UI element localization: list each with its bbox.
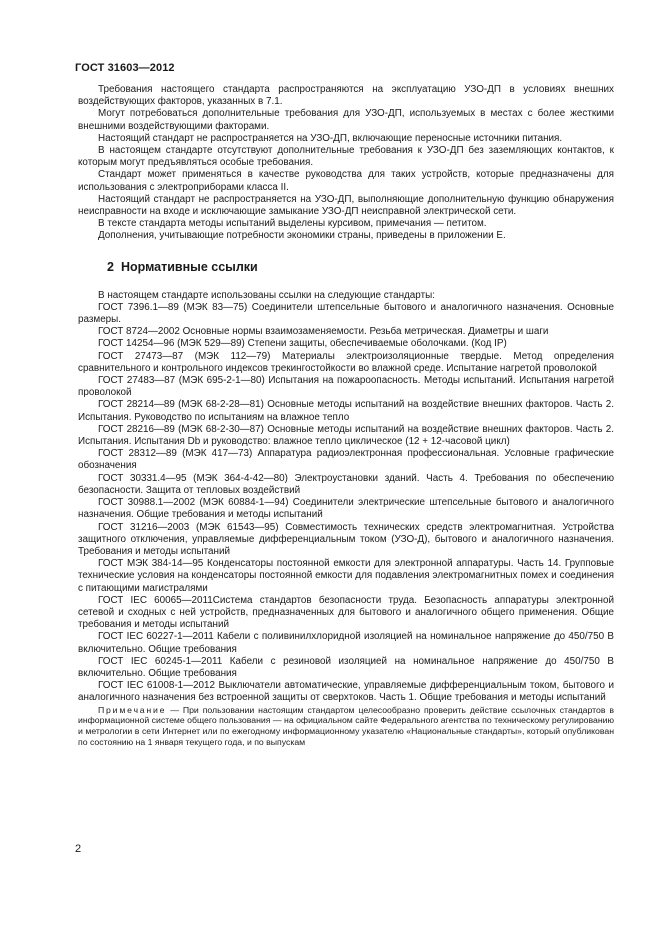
reference-item: ГОСТ 27483—87 (МЭК 695-2-1—80) Испытания на пожароопасность. Методы испытаний. Испытания нагретой проволокой bbox=[78, 375, 614, 399]
paragraph: В тексте стандарта методы испытаний выделены курсивом, примечания — петитом. bbox=[98, 218, 487, 230]
reference-item: ГОСТ МЭК 384-14—95 Конденсаторы постоянной емкости для электронной аппаратуры. Часть 14. Групповые технические условия на конденсаторы постоянной емкости для подавления электромагнитных помех и соединения с питающими магистралями bbox=[78, 558, 614, 594]
reference-item: ГОСТ 30331.4—95 (МЭК 364-4-42—80) Электроустановки зданий. Часть 4. Требования по обеспечению безопасности. Защита от тепловых воздействий bbox=[78, 472, 614, 496]
reference-item: ГОСТ 28214—89 (МЭК 68-2-28—81) Основные методы испытаний на воздействие внешних факторов. Часть 2. Испытания. Руководство по испытаниям на влажное тепло bbox=[78, 399, 614, 423]
reference-item: ГОСТ 28312—89 (МЭК 417—73) Аппаратура радиоэлектронная профессиональная. Условные графические обозначения bbox=[78, 448, 614, 472]
footnote-note bbox=[78, 705, 614, 749]
references-list bbox=[78, 302, 614, 705]
paragraph: Настоящий стандарт не распространяется на УЗО-ДП, включающие переносные источники питания. bbox=[98, 132, 563, 144]
reference-item: ГОСТ 27473—87 (МЭК 112—79) Материалы электроизоляционные твердые. Метод определения сравнительного и контрольного индексов трекингостойкости во влажной среде. Испытание нагретой проволокой bbox=[78, 350, 614, 374]
note-label: Примечание bbox=[98, 704, 167, 715]
reference-item: ГОСТ IEC 60245-1—2011 Кабели с резиновой изоляцией на номинальное напряжение до 450/750 В включительно. Общие требования bbox=[78, 655, 614, 679]
section-number: 2 bbox=[107, 259, 114, 274]
document-body bbox=[78, 84, 614, 748]
paragraph: Могут потребоваться дополнительные требования для УЗО-ДП, используемых в местах с более жесткими внешними воздействующими факторами. bbox=[78, 108, 614, 132]
section-title: Нормативные ссылки bbox=[120, 259, 258, 274]
note-text: — При пользовании настоящим стандартом целесообразно проверить действие ссылочных стандартов в информационной системе общего пользования — на официальном сайте Федерального агентства по техническому регулированию и метрологии в сети Интернет или по ежегодному информационному указателю «Национальные стандарты», который опубликован по состоянию на 1 января текущего года, и по выпускам bbox=[78, 704, 614, 748]
reference-item: ГОСТ 8724—2002 Основные нормы взаимозаменяемости. Резьба метрическая. Диаметры и шаги bbox=[98, 326, 549, 338]
reference-item: ГОСТ IEC 61008-1—2012 Выключатели автоматические, управляемые дифференциальным током, бытового и аналогичного назначения без встроенной защиты от сверхтоков. Часть 1. Общие требования и методы испытаний bbox=[78, 680, 614, 704]
reference-item: ГОСТ 7396.1—89 (МЭК 83—75) Соединители штепсельные бытового и аналогичного назначения. Основные размеры. bbox=[78, 301, 614, 326]
paragraph: В настоящем стандарте отсутствуют дополнительные требования к УЗО-ДП без заземляющих контактов, к которым могут предъявляться особые требования. bbox=[78, 145, 614, 169]
intro-section bbox=[78, 84, 614, 243]
document-header: ГОСТ 31603—2012 bbox=[75, 62, 175, 74]
reference-item: ГОСТ 31216—2003 (МЭК 61543—95) Совместимость технических средств электромагнитная. Устройства защитного отключения, управляемые дифференциальным током (УЗО-Д), бытового и аналогичного назначения. Требования и методы испытаний bbox=[78, 521, 614, 557]
reference-item: ГОСТ 30988.1—2002 (МЭК 60884-1—94) Соединители электрические штепсельные бытового и аналогичного назначения. Общие требования и методы испытаний bbox=[78, 497, 614, 521]
paragraph: Стандарт может применяться в качестве руководства для таких устройств, которые предназначены для использования с электроприборами класса II. bbox=[78, 169, 614, 193]
reference-item: ГОСТ IEC 60065—2011Система стандартов безопасности труда. Безопасность аппаратуры электронной сетевой и сходных с ней устройств, предназначенных для бытового и аналогичного общего применения. Общие требования и методы испытаний bbox=[78, 594, 614, 631]
reference-item: ГОСТ 14254—96 (МЭК 529—89) Степени защиты, обеспечиваемые оболочками. (Код IP) bbox=[98, 338, 507, 350]
reference-item: ГОСТ 28216—89 (МЭК 68-2-30—87) Основные методы испытаний на воздействие внешних факторов. Часть 2. Испытания. Испытания Db и руководство: влажное тепло циклическое (12 + 12-часовой цикл) bbox=[78, 423, 614, 448]
paragraph: Требования настоящего стандарта распространяются на эксплуатацию УЗО-ДП в условиях внешних воздействующих факторов, указанных в 7.1. bbox=[78, 84, 614, 108]
paragraph: Дополнения, учитывающие потребности экономики страны, приведены в приложении Е. bbox=[98, 230, 506, 242]
paragraph: Настоящий стандарт не распространяется на УЗО-ДП, выполняющие дополнительную функцию обнаружения неисправности на входе и исключающие замыкание УЗО-ДП неисправной электрической сети. bbox=[78, 193, 614, 218]
reference-item: ГОСТ IEC 60227-1—2011 Кабели с поливинилхлоридной изоляцией на номинальное напряжение до 450/750 В включительно. Общие требования bbox=[78, 631, 614, 655]
page-number: 2 bbox=[75, 843, 82, 855]
references-intro: В настоящем стандарте использованы ссылки на следующие стандарты: bbox=[98, 289, 435, 301]
section-heading bbox=[78, 260, 614, 275]
